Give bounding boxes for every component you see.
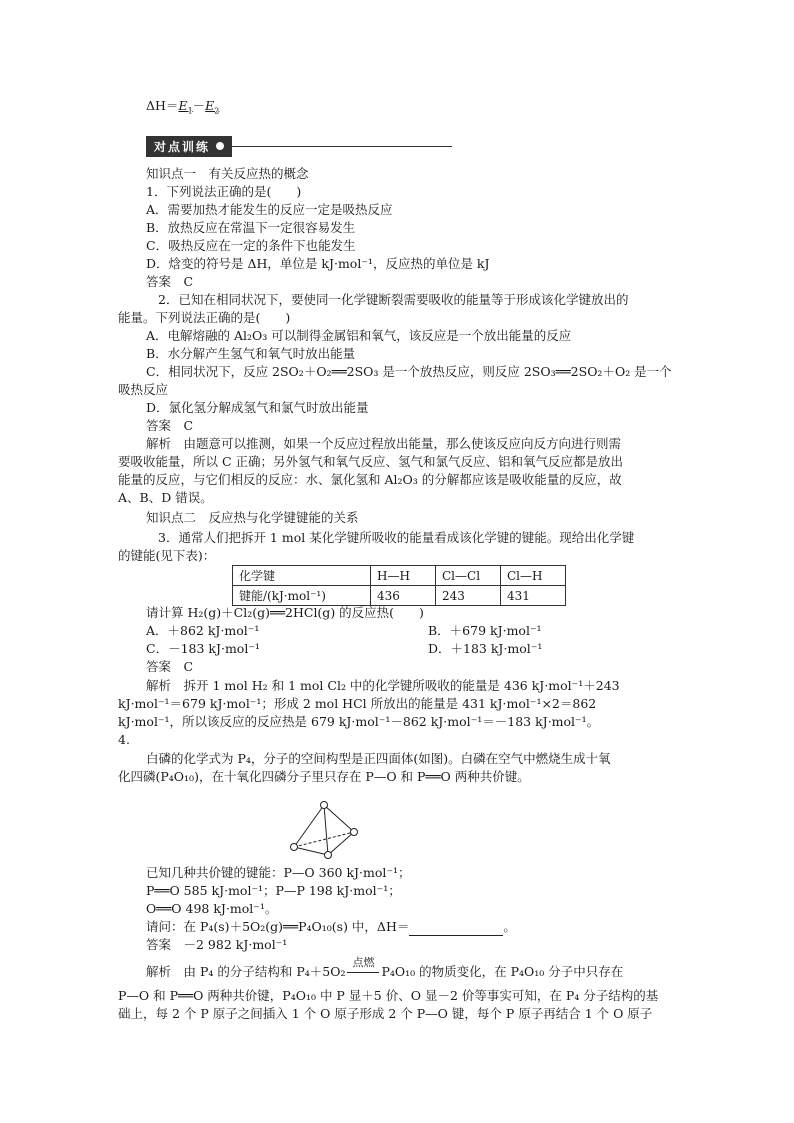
answer-blank: [409, 923, 503, 936]
ignition-label: 点燃: [352, 956, 375, 969]
q3-option-b: B．＋679 kJ·mol⁻¹: [428, 623, 542, 638]
q1-option-b: B．放热反应在常温下一定很容易发生: [146, 220, 356, 235]
q1-option-d: D．焓变的符号是 ΔH，单位是 kJ·mol⁻¹，反应热的单位是 kJ: [146, 256, 490, 271]
bullet-dot-icon: [216, 142, 224, 150]
bond-energy-table: [232, 565, 566, 606]
question-3-line-2: 的键能(见下表)：: [118, 548, 216, 563]
answer-2: 答案 C: [146, 418, 194, 433]
answer-4: 答案 －2 982 kJ·mol⁻¹: [146, 937, 288, 952]
formula-e1: $E_1$: [178, 98, 193, 116]
explanation-2-line-4: A、B、D 错误。: [118, 490, 213, 505]
explanation-4-line-3: 础上，每 2 个 P 原子之间插入 1 个 O 原子形成 2 个 P—O 键，每个 P 原子再结合 1 个 O 原子: [118, 1006, 653, 1021]
question-2-line-1: 2．已知在相同状况下，要使同一化学键断裂需要吸收的能量等于形成该化学键放出的: [158, 292, 629, 307]
explanation-2-line-2: 要吸收能量，所以 C 正确；另外氢气和氧气反应、氢气和氯气反应、铝和氧气反应都是放出: [118, 454, 624, 469]
q2-option-c-line-2: 吸热反应: [118, 382, 169, 397]
table-header-cell: Cl—H: [501, 566, 566, 586]
q2-option-a: A．电解熔融的 Al₂O₃ 可以制得金属铝和氧气，该反应是一个放出能量的反应: [146, 328, 572, 343]
p4-tetrahedron-diagram: [284, 800, 364, 862]
question-4-bond-energies-2: P══O 585 kJ·mol⁻¹；P—P 198 kJ·mol⁻¹；: [146, 883, 401, 898]
question-4-line-2: 化四磷(P₄O₁₀)，在十氧化四磷分子里只存在 P—O 和 P══O 两种共价键。: [118, 769, 530, 784]
q3-option-c: C．－183 kJ·mol⁻¹: [146, 641, 260, 656]
explanation-4-text-pre: 解析 由 P₄ 的分子结构和 P₄＋5O₂: [146, 964, 346, 979]
knowledge-point-2: 知识点二 反应热与化学键键能的关系: [146, 510, 359, 525]
ignition-condition-arrow: [345, 956, 381, 981]
answer-3: 答案 C: [146, 659, 194, 674]
question-2-line-2: 能量。下列说法正确的是( ): [118, 310, 291, 325]
q3-option-a: A．＋862 kJ·mol⁻¹: [146, 623, 260, 638]
explanation-4-text-post: P₄O₁₀ 的物质变化，在 P₄O₁₀ 分子中只存在: [381, 964, 624, 979]
knowledge-point-1: 知识点一 有关反应热的概念: [146, 166, 309, 181]
formula-prefix: ΔH＝: [146, 98, 179, 113]
explanation-2-line-1: 解析 由题意可以推测，如果一个反应过程放出能量，那么使该反应向反方向进行则需: [146, 436, 622, 451]
q3-option-d: D．＋183 kJ·mol⁻¹: [428, 641, 543, 656]
table-header-cell: 化学键: [233, 566, 371, 586]
question-4-bond-energies-3: O══O 498 kJ·mol⁻¹。: [146, 901, 278, 916]
table-header-cell: H—H: [371, 566, 436, 586]
section-rule: [232, 146, 452, 147]
question-4-prompt: [146, 918, 516, 936]
question-4-line-1: 白磷的化学式为 P₄，分子的空间构型是正四面体(如图)。白磷在空气中燃烧生成十氧: [146, 751, 611, 766]
q2-option-b: B．水分解产生氢气和氧气时放出能量: [146, 346, 356, 361]
table-row: [233, 566, 566, 586]
question-3-prompt: 请计算 H₂(g)＋Cl₂(g)══2HCl(g) 的反应热( ): [146, 605, 424, 620]
question-3-line-1: 3．通常人们把拆开 1 mol 某化学键所吸收的能量看成该化学键的键能。现给出化学键: [158, 530, 635, 545]
table-header-cell: Cl—Cl: [436, 566, 501, 586]
question-1: 1．下列说法正确的是( ): [146, 184, 302, 199]
question-4-bond-energies-1: 已知几种共价键的键能：P—O 360 kJ·mol⁻¹；: [146, 865, 411, 880]
question-4-number: 4.: [118, 732, 130, 747]
formula-minus: －: [192, 98, 206, 113]
explanation-3-line-3: kJ·mol⁻¹，所以该反应的反应热是 679 kJ·mol⁻¹－862 kJ·mol⁻¹＝－183 kJ·mol⁻¹。: [118, 714, 600, 729]
explanation-4-line-2: P—O 和 P══O 两种共价键，P₄O₁₀ 中 P 显＋5 价、O 显－2 价等事实可知，在 P₄ 分子结构的基: [118, 988, 659, 1003]
q2-option-c-line-1: C．相同状况下，反应 2SO₂＋O₂══2SO₃ 是一个放热反应，则反应 2SO₃══2SO₂＋O₂ 是一个: [146, 364, 672, 379]
question-4-prompt-end: 。: [503, 919, 516, 934]
table-cell: 243: [436, 586, 501, 606]
table-cell: 436: [371, 586, 436, 606]
section-header: [146, 136, 452, 156]
explanation-4-line-1: [146, 956, 624, 981]
formula-e2: $E_2$: [205, 98, 220, 116]
q2-option-d: D．氯化氢分解成氢气和氯气时放出能量: [146, 400, 369, 415]
question-4-prompt-text: 请问：在 P₄(s)＋5O₂(g)══P₄O₁₀(s) 中，ΔH＝: [146, 919, 410, 934]
q1-option-c: C．吸热反应在一定的条件下也能发生: [146, 238, 356, 253]
q1-option-a: A．需要加热才能发生的反应一定是吸热反应: [146, 202, 393, 217]
section-tag: 对点训练: [146, 136, 232, 157]
table-row-label: 键能/(kJ·mol⁻¹): [233, 586, 371, 606]
answer-1: 答案 C: [146, 274, 194, 289]
explanation-3-line-1: 解析 拆开 1 mol H₂ 和 1 mol Cl₂ 中的化学键所吸收的能量是 436 kJ·mol⁻¹＋243: [146, 678, 620, 693]
explanation-3-line-2: kJ·mol⁻¹＝679 kJ·mol⁻¹；形成 2 mol HCl 所放出的能量是 431 kJ·mol⁻¹×2＝862: [118, 696, 597, 711]
explanation-2-line-3: 能量的反应，与它们相反的反应：水、氯化氢和 Al₂O₃ 的分解都应该是吸收能量的反应，故: [118, 472, 622, 487]
delta-h-formula: [146, 97, 219, 121]
table-cell: 431: [501, 586, 566, 606]
table-row: [233, 586, 566, 606]
